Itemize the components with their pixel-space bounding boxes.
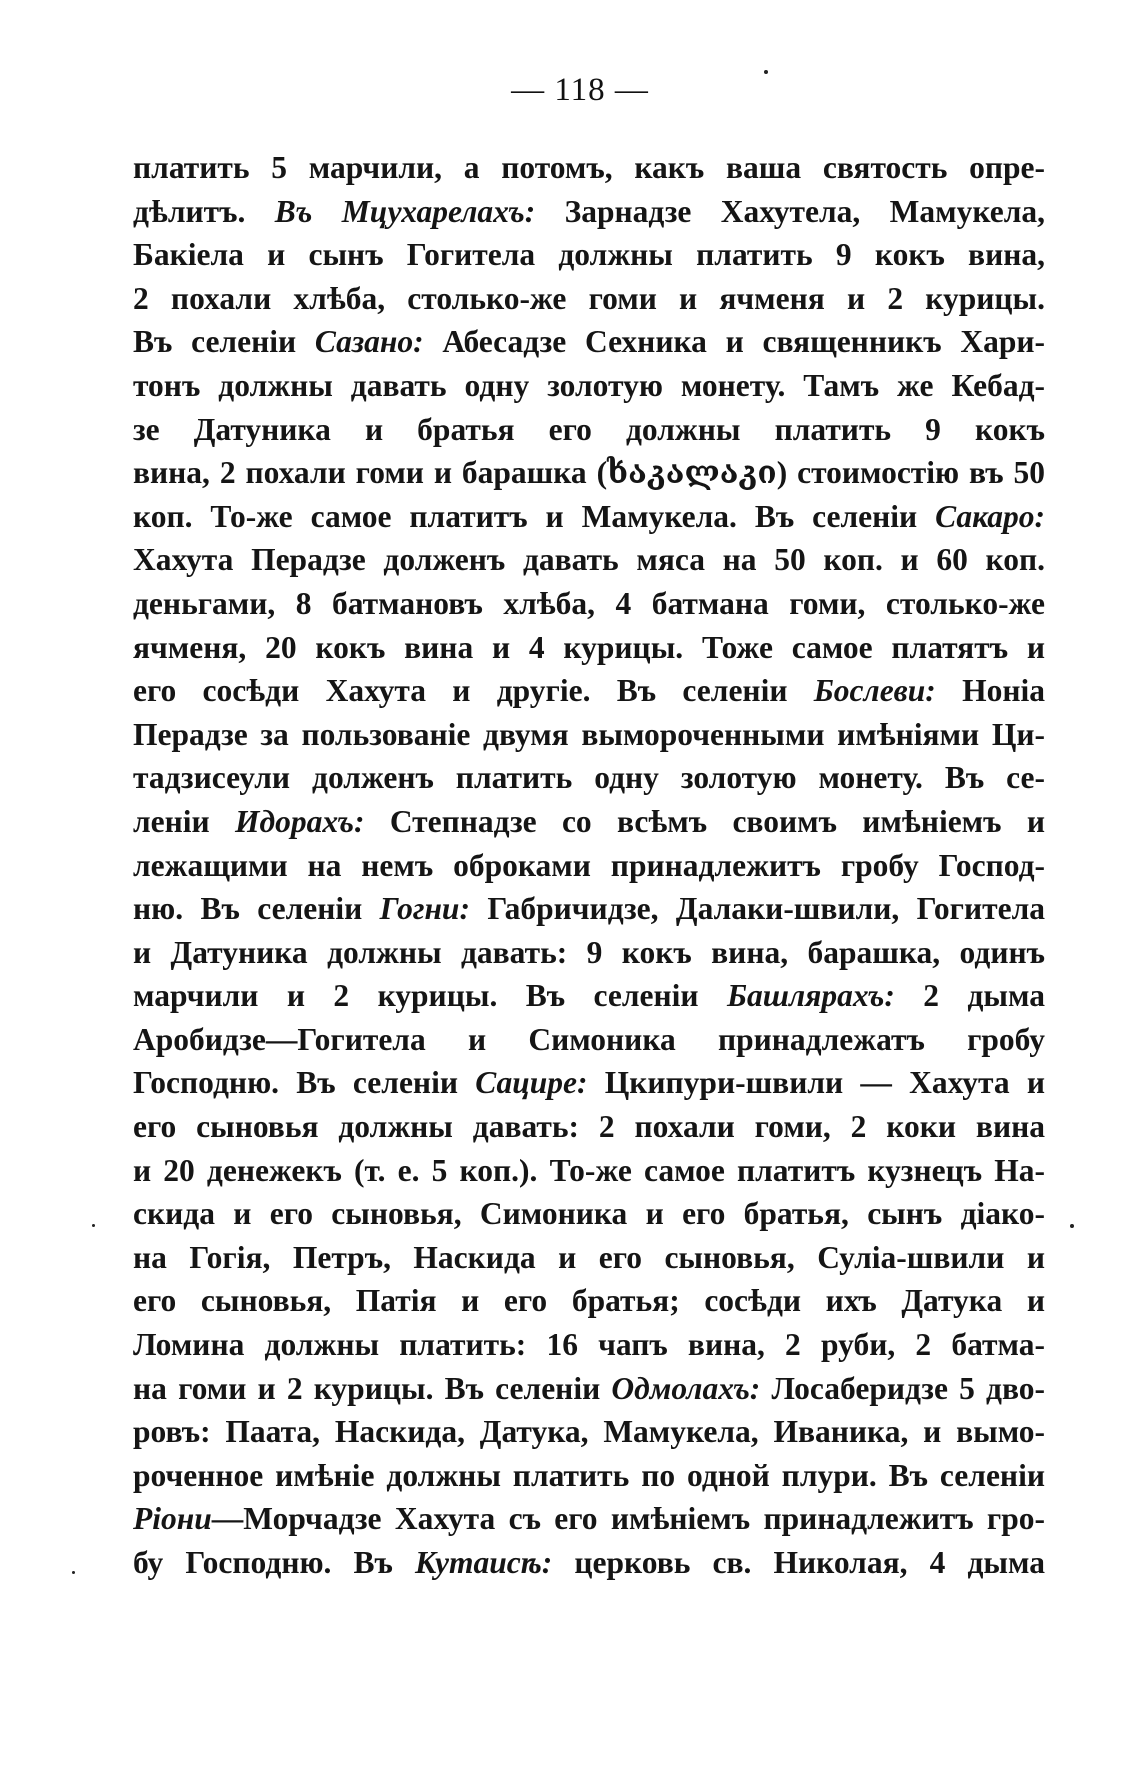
text-run: вина, 2 похали гоми и барашка (ხაკალაკი) стоимостiю въ 50 <box>133 455 1045 491</box>
place-name: Рiони <box>133 1501 212 1537</box>
text-run: Цкипури-швили — Хахута и <box>587 1065 1045 1101</box>
text-run: Зарнадзе Хахутела, Мамукела, <box>535 193 1045 229</box>
text-run: роченное имѣнiе должны платить по одной плури. Въ селенiи <box>133 1457 1045 1493</box>
text-line <box>133 1279 1045 1323</box>
place-name: Гогни: <box>379 891 470 927</box>
text-run: тонъ должны давать одну золотую монету. Тамъ же Кебад- <box>133 367 1045 403</box>
text-run: коп. То-же самое платитъ и Мамукела. Въ селенiи <box>133 498 936 534</box>
text-run: бу Господню. Въ <box>133 1545 416 1580</box>
text-run: зе Датуника и братья его должны платить 9 кокъ <box>133 411 1045 447</box>
text-line <box>133 190 1045 234</box>
place-name: Сазано: <box>314 324 424 360</box>
scan-speck <box>764 70 768 74</box>
text-line <box>133 1192 1045 1236</box>
text-line <box>133 1323 1045 1367</box>
text-run: его сыновья, Патiя и его братья; сосѣди ихъ Датука и <box>133 1283 1045 1319</box>
place-name: Сацире: <box>475 1065 588 1101</box>
text-line <box>133 1105 1045 1149</box>
page-number: — 118 — <box>511 72 649 108</box>
text-run: марчили и 2 курицы. Въ селенiи <box>133 978 727 1014</box>
text-line <box>133 364 1045 408</box>
text-run: его сыновья должны давать: 2 похали гоми, 2 коки вина <box>133 1109 1045 1145</box>
place-name: Башлярахъ: <box>726 978 895 1014</box>
text-line <box>133 1149 1045 1193</box>
text-run: —Морчадзе Хахута съ его имѣнiемъ принадлежитъ гро- <box>211 1501 1045 1537</box>
text-run: Въ селенiи <box>133 324 315 360</box>
text-line <box>133 1061 1045 1105</box>
place-name: Бослеви: <box>813 673 936 709</box>
text-line <box>133 1454 1045 1498</box>
text-run: и Датуника должны давать: 9 кокъ вина, барашка, одинъ <box>133 934 1045 970</box>
text-line <box>133 974 1045 1018</box>
text-line <box>133 1236 1045 1280</box>
text-run: Габричидзе, Далаки-швили, Гогитела <box>469 891 1045 927</box>
text-line <box>133 931 1045 975</box>
text-run: Нонiа <box>935 673 1045 709</box>
text-run: на гоми и 2 курицы. Въ селенiи <box>133 1370 612 1406</box>
text-run: Господню. Въ селенiи <box>133 1065 476 1101</box>
text-line <box>133 146 1045 190</box>
text-line <box>133 1410 1045 1454</box>
text-line <box>133 800 1045 844</box>
text-run: 2 дыма <box>894 978 1045 1014</box>
text-run: платить 5 марчили, а потомъ, какъ ваша святость опре- <box>133 150 1045 185</box>
text-run: ню. Въ селенiи <box>133 891 380 927</box>
text-run: ленiи <box>133 803 236 839</box>
text-run: деньгами, 8 батмановъ хлѣба, 4 батмана гоми, столько-же <box>133 585 1045 621</box>
text-run: его сосѣди Хахута и другiе. Въ селенiи <box>133 673 814 709</box>
text-run: дѣлитъ. <box>133 193 275 229</box>
text-run: Бакiела и сынъ Гогитела должны платить 9 кокъ вина, <box>133 237 1045 273</box>
text-run: Лосаберидзе 5 дво- <box>760 1370 1045 1406</box>
text-line <box>133 582 1045 626</box>
text-line <box>133 887 1045 931</box>
text-line <box>133 408 1045 452</box>
place-name: Одмолахъ: <box>611 1370 761 1406</box>
text-line <box>133 451 1045 495</box>
text-line <box>133 1541 1045 1585</box>
text-line <box>133 1367 1045 1411</box>
text-line <box>133 320 1045 364</box>
text-line <box>133 669 1045 713</box>
text-line <box>133 277 1045 321</box>
text-line <box>133 538 1045 582</box>
text-run: 2 похали хлѣба, столько-же гоми и ячменя и 2 курицы. <box>133 280 1045 316</box>
text-line <box>133 495 1045 539</box>
text-run: ячменя, 20 кокъ вина и 4 курицы. Тоже самое платятъ и <box>133 629 1045 665</box>
text-run: тадзисеули долженъ платить одну золотую монету. Въ се- <box>133 760 1045 796</box>
body-text <box>133 146 1045 1585</box>
text-run: ровъ: Паата, Наскида, Датука, Мамукела, Иваника, и вымо- <box>133 1414 1045 1450</box>
text-run: Абесадзе Сехника и священникъ Хари- <box>423 324 1045 360</box>
scan-speck <box>72 1571 75 1574</box>
text-run: лежащими на немъ оброками принадлежитъ гробу Господ- <box>133 847 1045 883</box>
text-line <box>133 756 1045 800</box>
text-line <box>133 1497 1045 1541</box>
text-line <box>133 713 1045 757</box>
text-run: Ломина должны платить: 16 чапъ вина, 2 руби, 2 батма- <box>133 1327 1045 1363</box>
text-line <box>133 844 1045 888</box>
text-run: Перадзе за пользованiе двумя вымороченными имѣнiями Ци- <box>133 716 1045 752</box>
scan-speck <box>92 1224 95 1227</box>
text-run: Хахута Перадзе долженъ давать мяса на 50 коп. и 60 коп. <box>133 542 1045 578</box>
text-run: церковь св. Николая, 4 дыма <box>552 1545 1045 1580</box>
text-run: Аробидзе—Гогитела и Симоника принадлежатъ гробу <box>133 1021 1045 1057</box>
scan-speck <box>1070 1224 1074 1228</box>
text-run: на Гогiя, Петръ, Наскида и его сыновья, Сулiа-швили и <box>133 1239 1045 1275</box>
text-line <box>133 1018 1045 1062</box>
text-line <box>133 626 1045 670</box>
text-line <box>133 233 1045 277</box>
text-run: скида и его сыновья, Симоника и его братья, сынъ дiако- <box>133 1196 1045 1232</box>
place-name: Сакаро: <box>935 498 1045 534</box>
text-run: Степнадзе со всѣмъ своимъ имѣнiемъ и <box>364 803 1045 839</box>
place-name: Въ Мцухарелахъ: <box>274 193 536 229</box>
place-name: Идорахъ: <box>235 803 365 839</box>
text-run: и 20 денежекъ (т. е. 5 коп.). То-же самое платитъ кузнецъ На- <box>133 1152 1045 1188</box>
place-name: Кутаисѣ: <box>415 1545 553 1580</box>
